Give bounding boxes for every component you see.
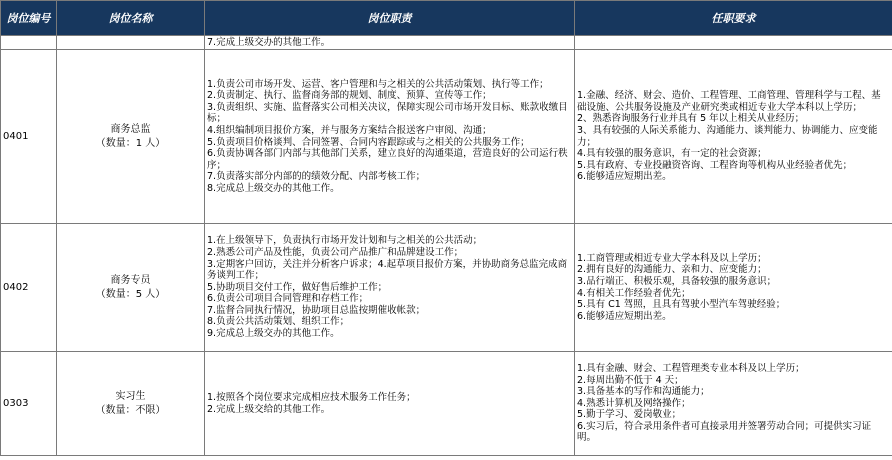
job-count: （数量：5 人） — [95, 288, 166, 300]
duty-line: 5.协助项目交付工作，做好售后维护工作； — [207, 281, 388, 293]
duty-line: 2.负责制定、执行、监督商务部的规划、制度、预算、宣传等工作； — [207, 90, 492, 102]
requirement-line: 2.每周出勤不低于 4 天； — [577, 374, 684, 386]
job-requirements-cell — [575, 50, 892, 224]
requirement-line: 3.具备基本的写作和沟通能力； — [577, 386, 710, 398]
header-code: 岗位编号 — [1, 1, 57, 36]
duty-line: 6.负责公司项目合同管理和存档工作； — [207, 293, 369, 305]
duty-line: 5.负责项目价格谈判、合同签署、合同内容跟踪或与之相关的公共服务工作； — [207, 136, 530, 148]
requirement-line: 1.金融、经济、财会、造价、工程管理、工商管理、管理科学与工程、基础设施、公共服务设施及产业研究类或相近专业大学本科以上学历； — [577, 90, 881, 113]
requirement-line: 2、熟悉咨询服务行业并具有 5 年以上相关从业经历； — [577, 113, 805, 125]
requirement-line: 5.勤于学习、爱岗敬业； — [577, 409, 682, 421]
job-code: 0303 — [1, 352, 57, 456]
continuation-code-cell — [1, 36, 57, 50]
header-duties: 岗位职责 — [205, 1, 575, 36]
job-code: 0402 — [1, 224, 57, 352]
requirement-line: 2.拥有良好的沟通能力、亲和力、应变能力； — [577, 264, 767, 276]
requirement-line: 5.具有 C1 驾照，且具有驾驶小型汽车驾驶经验； — [577, 299, 786, 311]
duty-line: 1.负责公司市场开发、运营、客户管理和与之相关的公共活动策划、执行等工作； — [207, 78, 549, 90]
requirement-line: 3、具有较强的人际关系能力、沟通能力、谈判能力、协调能力、应变能力； — [577, 124, 878, 148]
job-title: 商务专员 — [110, 274, 151, 286]
job-name-cell — [57, 50, 205, 224]
job-duties-cell — [205, 50, 575, 224]
continuation-requirements-cell — [575, 36, 892, 50]
requirement-line: 4.有相关工作经验者优先； — [577, 287, 691, 299]
duty-line: 8.负责公共活动策划、组织工作； — [207, 316, 350, 328]
job-requirements-cell — [575, 352, 892, 456]
table-row — [1, 50, 892, 224]
header-name: 岗位名称 — [57, 1, 205, 36]
requirement-line: 6.实习后，符合录用条件者可直接录用并签署劳动合同；可提供实习证明。 — [577, 420, 872, 444]
job-title: 实习生 — [115, 390, 146, 402]
requirement-line: 3.品行端正、积极乐观，具备较强的服务意识； — [577, 275, 777, 287]
job-code: 0401 — [1, 50, 57, 224]
duty-line: 7.完成上级交办的其他工作。 — [207, 36, 331, 48]
continuation-name-cell — [57, 36, 205, 50]
table-header-row — [1, 1, 892, 36]
requirement-line: 4.具有较强的服务意识，有一定的社会资源； — [577, 148, 767, 160]
table-row — [1, 352, 892, 456]
duty-line: 4.组织编制项目报价方案，并与服务方案结合报送客户审阅、沟通； — [207, 124, 492, 136]
job-duties-cell — [205, 352, 575, 456]
job-count: （数量：1 人） — [95, 137, 166, 149]
duty-line: 9.完成总上级交办的其他工作。 — [207, 328, 340, 340]
table-row — [1, 224, 892, 352]
duty-line: 1.按照各个岗位要求完成相应技术服务工作任务； — [207, 391, 416, 403]
job-duties-cell — [205, 224, 575, 352]
duty-line: 3.定期客户回访，关注并分析客户诉求；4.起草项目报价方案，并协助商务总监完成商务谈判工作； — [207, 258, 568, 282]
requirement-line: 1.工商管理或相近专业大学本科及以上学历； — [577, 252, 767, 264]
job-name-cell — [57, 224, 205, 352]
duty-line: 8.完成总上级交办的其他工作。 — [207, 182, 340, 194]
job-title: 商务总监 — [110, 123, 151, 135]
job-name-cell — [57, 352, 205, 456]
requirement-line: 1.具有金融、财会、工程管理类专业本科及以上学历； — [577, 362, 805, 374]
job-requirements-cell — [575, 224, 892, 352]
requirement-line: 4.熟悉计算机及网络操作； — [577, 397, 691, 409]
duty-line: 7.监督合同执行情况，协助项目总监按期催收帐款； — [207, 304, 426, 316]
requirement-line: 6.能够适应短期出差。 — [577, 171, 672, 183]
header-requirements: 任职要求 — [575, 1, 892, 36]
continuation-duties-cell — [205, 36, 575, 50]
duty-line: 3.负责组织、实施、监督落实公司相关决议，保障实现公司市场开发目标、账款收缴目标； — [207, 101, 568, 125]
duty-line: 2.熟悉公司产品及性能，负责公司产品推广和品牌建设工作； — [207, 246, 464, 258]
duty-line: 6.负责协调各部门内部与其他部门关系，建立良好的沟通渠道，营造良好的公司运行秩序； — [207, 148, 568, 171]
requirement-line: 5.具有政府、专业投融资咨询、工程咨询等机构从业经验者优先； — [577, 159, 853, 171]
requirement-line: 6.能够适应短期出差。 — [577, 310, 672, 322]
duty-line: 2.完成上级交给的其他工作。 — [207, 403, 331, 415]
continuation-row — [1, 36, 892, 50]
duty-line: 1.在上级领导下，负责执行市场开发计划和与之相关的公共活动； — [207, 235, 483, 247]
job-count: （数量：不限） — [95, 404, 166, 416]
duty-line: 7.负责落实部分内部的的绩效分配、内部考核工作； — [207, 171, 426, 183]
